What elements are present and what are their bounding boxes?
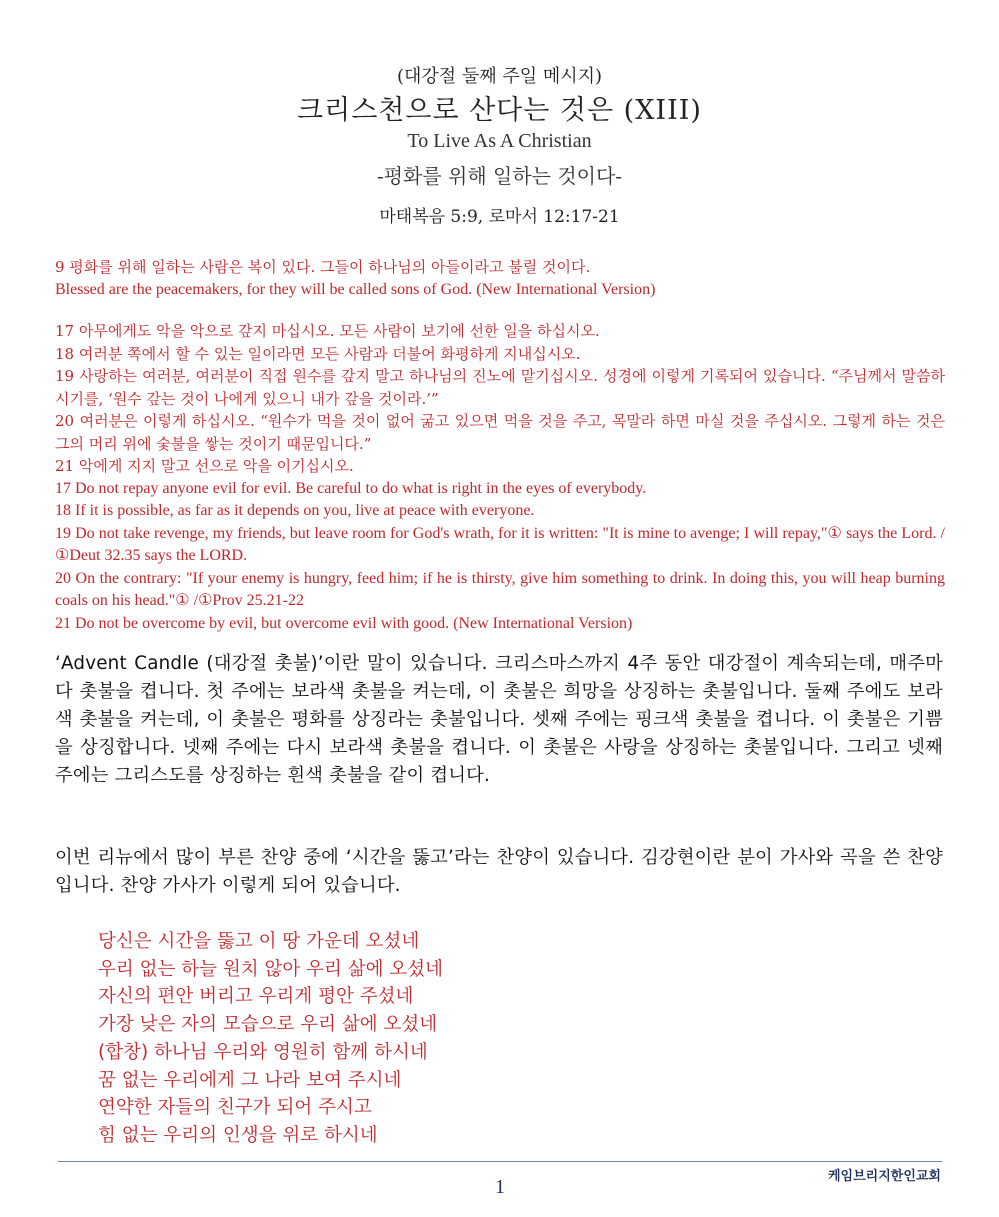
sermon-subtitle: (대강절 둘째 주일 메시지)	[396, 66, 603, 87]
lyric-line: (합창) 하나님 우리와 영원히 함께 하시네	[98, 1041, 428, 1063]
lyric-line: 당신은 시간을 뚫고 이 땅 가운데 오셨네	[98, 931, 420, 952]
lyric-line: 꿈 없는 우리에게 그 나라 보여 주시네	[98, 1069, 402, 1091]
lyric-line: 연약한 자들의 친구가 되어 주시고	[98, 1097, 372, 1119]
english-title: To Live As A Christian	[407, 130, 592, 152]
verse-english: 20 On the contrary: "If your enemy is hungry, feed him; if he is thirsty, give him something to drink. In doing this, you will heap burning coals on his head."① /①Prov 25.21-22	[55, 569, 945, 609]
lyric-line: 힘 없는 우리의 인생을 위로 하시네	[98, 1124, 378, 1146]
body-paragraph-advent-candle: ‘Advent Candle (대강절 촛불)’이란 말이 있습니다. 크리스마스까지 4주 동안 대강절이 계속되는데, 매주마다 촛불을 켭니다. 첫 주에는 보라색 촛불을 켜는데, 이 촛불은 희망을 상징하는 촛불입니다. 둘째 주에도 보라색 촛불을 켜는데, 이 촛불은 평화를 상징라는 촛불입니다. 셋째 주에는 핑크색 촛불을 켭니다. 이 촛불은 기쁨을 상징합니다. 넷째 주에는 다시 보라색 촛불을 켭니다. 이 촛불은 사랑을 상징하는 촛불입니다. 그리고 넷째 주에는 그리스도를 상징하는 흰색 촛불을 같이 켭니다.	[55, 653, 943, 786]
verse-english: Blessed are the peacemakers, for they will be called sons of God. (New International Version)	[55, 280, 656, 298]
verse-korean: 19 사랑하는 여러분, 여러분이 직접 원수를 갚지 말고 하나님의 진노에 맡기십시오. 성경에 이렇게 기록되어 있습니다. “주님께서 말씀하시기를, ‘원수 갚는 것이 나에게 있으니 내가 갚을 것이라.’”	[55, 367, 945, 408]
lyric-line: 가장 낮은 자의 모습으로 우리 삶에 오셨네	[98, 1014, 438, 1036]
sermon-title: 크리스천으로 산다는 것은 (XIII)	[297, 95, 702, 126]
verse-english: 21 Do not be overcome by evil, but overcome evil with good. (New International Version)	[55, 614, 633, 632]
verse-korean: 9 평화를 위해 일하는 사람은 복이 있다. 그들이 하나님의 아들이라고 불릴 것이다.	[55, 258, 591, 276]
verse-english: 18 If it is possible, as far as it depends on you, live at peace with everyone.	[55, 502, 535, 519]
hymn-lyrics	[98, 928, 798, 1150]
verse-korean: 21 악에게 지지 말고 선으로 악을 이기십시오.	[55, 457, 354, 475]
verse-english: 17 Do not repay anyone evil for evil. Be careful to do what is right in the eyes of everybody.	[55, 479, 647, 497]
verse-english: 19 Do not take revenge, my friends, but leave room for God's wrath, for it is written: "It is mine to avenge; I will repay,"① says the Lord. / ①Deut 32.35 says the LORD.	[55, 524, 945, 564]
church-name: 케임브리지한인교회	[827, 1169, 941, 1184]
sermon-theme: -평화를 위해 일하는 것이다-	[376, 164, 623, 188]
page-number: 1	[495, 1176, 505, 1198]
lyric-line: 우리 없는 하늘 원치 않아 우리 삶에 오셨네	[98, 958, 443, 980]
verse-korean: 18 여러분 쪽에서 할 수 있는 일이라면 모든 사람과 더불어 화평하게 지내십시오.	[55, 344, 581, 363]
lyric-line: 자신의 편안 버리고 우리게 평안 주셨네	[98, 986, 414, 1008]
scripture-reference: 마태복음 5:9, 로마서 12:17-21	[379, 207, 620, 227]
footer-divider	[58, 1161, 942, 1162]
verse-korean: 17 아무에게도 악을 악으로 갚지 마십시오. 모든 사람이 보기에 선한 일을 하십시오.	[55, 322, 600, 340]
scripture-block-romans	[55, 320, 945, 635]
scripture-block-matthew	[55, 256, 945, 301]
verse-korean: 20 여러분은 이렇게 하십시오. “원수가 먹을 것이 없어 굶고 있으면 먹을 것을 주고, 목말라 하면 마실 것을 주십시오. 그렇게 하는 것은 그의 머리 위에 숯불을 쌓는 것이기 때문입니다.”	[55, 412, 945, 453]
body-paragraph-hymn-intro: 이번 리뉴에서 많이 부른 찬양 중에 ‘시간을 뚫고’라는 찬양이 있습니다. 김강현이란 분이 가사와 곡을 쓴 찬양입니다. 찬양 가사가 이렇게 되어 있습니다.	[55, 847, 943, 896]
